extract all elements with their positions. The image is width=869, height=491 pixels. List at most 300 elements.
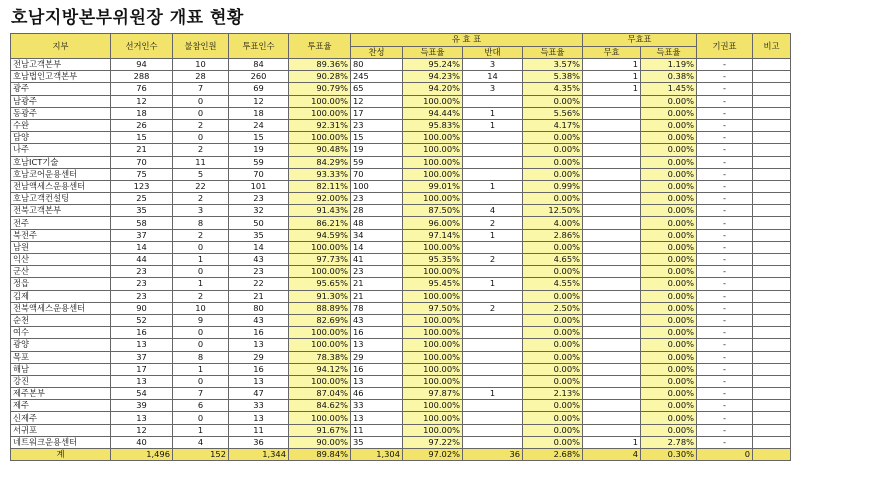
cell-voters: 44: [111, 254, 173, 266]
cell-absent: 0: [173, 241, 229, 253]
cell-oppose-rate: 2.68%: [523, 449, 583, 461]
cell-branch: 수완: [11, 119, 111, 131]
cell-approve-rate: 95.83%: [403, 119, 463, 131]
cell-note: [753, 71, 791, 83]
cell-approve-rate: 100.00%: [403, 375, 463, 387]
cell-oppose: 4: [463, 205, 523, 217]
cell-oppose-rate: 0.00%: [523, 144, 583, 156]
cell-votes: 15: [229, 132, 289, 144]
cell-turnout: 91.67%: [289, 424, 351, 436]
cell-branch: 제주: [11, 400, 111, 412]
cell-note: [753, 217, 791, 229]
cell-invalid: [583, 412, 641, 424]
cell-oppose: [463, 400, 523, 412]
cell-abstain: -: [697, 424, 753, 436]
cell-approve: 46: [351, 388, 403, 400]
cell-abstain: -: [697, 119, 753, 131]
cell-invalid-rate: 0.00%: [641, 95, 697, 107]
cell-approve-rate: 94.44%: [403, 107, 463, 119]
cell-voters: 23: [111, 290, 173, 302]
cell-oppose: [463, 375, 523, 387]
cell-approve: 1,304: [351, 449, 403, 461]
cell-voters: 35: [111, 205, 173, 217]
cell-approve-rate: 100.00%: [403, 144, 463, 156]
cell-oppose-rate: 0.00%: [523, 314, 583, 326]
header-invalid-group: 무효표: [583, 34, 697, 47]
cell-abstain: -: [697, 436, 753, 448]
cell-voters: 25: [111, 193, 173, 205]
cell-turnout: 90.48%: [289, 144, 351, 156]
table-row: [11, 278, 791, 290]
cell-approve: 59: [351, 156, 403, 168]
cell-approve: 21: [351, 290, 403, 302]
table-row: [11, 388, 791, 400]
cell-invalid-rate: 0.00%: [641, 266, 697, 278]
cell-approve-rate: 99.01%: [403, 180, 463, 192]
cell-approve-rate: 100.00%: [403, 424, 463, 436]
cell-invalid: [583, 266, 641, 278]
cell-absent: 3: [173, 205, 229, 217]
cell-invalid: [583, 119, 641, 131]
cell-oppose-rate: 0.00%: [523, 436, 583, 448]
cell-abstain: -: [697, 83, 753, 95]
cell-oppose-rate: 2.50%: [523, 302, 583, 314]
cell-absent: 0: [173, 107, 229, 119]
cell-branch: 익산: [11, 254, 111, 266]
cell-invalid-rate: 0.00%: [641, 229, 697, 241]
cell-votes: 84: [229, 59, 289, 71]
cell-abstain: -: [697, 95, 753, 107]
cell-branch: 광주: [11, 83, 111, 95]
cell-oppose-rate: 0.00%: [523, 424, 583, 436]
table-row: [11, 363, 791, 375]
cell-voters: 90: [111, 302, 173, 314]
cell-turnout: 82.69%: [289, 314, 351, 326]
cell-absent: 0: [173, 375, 229, 387]
cell-note: [753, 241, 791, 253]
cell-oppose: 1: [463, 229, 523, 241]
cell-branch: 목포: [11, 351, 111, 363]
table-row: [11, 436, 791, 448]
cell-abstain: -: [697, 180, 753, 192]
cell-invalid: [583, 193, 641, 205]
cell-voters: 21: [111, 144, 173, 156]
cell-turnout: 90.00%: [289, 436, 351, 448]
cell-votes: 16: [229, 363, 289, 375]
cell-oppose: 2: [463, 302, 523, 314]
cell-absent: 2: [173, 193, 229, 205]
cell-absent: 0: [173, 266, 229, 278]
table-row: [11, 156, 791, 168]
cell-abstain: -: [697, 339, 753, 351]
cell-turnout: 100.00%: [289, 375, 351, 387]
cell-votes: 260: [229, 71, 289, 83]
cell-oppose: 3: [463, 59, 523, 71]
cell-approve: 23: [351, 119, 403, 131]
vote-count-table: [10, 33, 791, 461]
cell-oppose: 1: [463, 180, 523, 192]
header-valid-group: 유 효 표: [351, 34, 583, 47]
cell-note: [753, 83, 791, 95]
cell-turnout: 95.65%: [289, 278, 351, 290]
table-row: [11, 302, 791, 314]
cell-oppose: [463, 156, 523, 168]
cell-approve-rate: 95.35%: [403, 254, 463, 266]
cell-note: [753, 107, 791, 119]
table-row: [11, 144, 791, 156]
cell-voters: 14: [111, 241, 173, 253]
cell-absent: 2: [173, 119, 229, 131]
header-abstain: 기권표: [697, 34, 753, 59]
cell-absent: 2: [173, 144, 229, 156]
table-row: [11, 400, 791, 412]
cell-invalid: 4: [583, 449, 641, 461]
cell-note: [753, 132, 791, 144]
cell-branch: 계: [11, 449, 111, 461]
header-invalid-rate: 득표율: [641, 46, 697, 59]
cell-invalid-rate: 0.00%: [641, 302, 697, 314]
cell-approve-rate: 100.00%: [403, 363, 463, 375]
table-row: [11, 205, 791, 217]
header-approve: 찬성: [351, 46, 403, 59]
cell-approve-rate: 100.00%: [403, 241, 463, 253]
cell-oppose-rate: 0.00%: [523, 351, 583, 363]
cell-approve-rate: 100.00%: [403, 168, 463, 180]
cell-approve-rate: 100.00%: [403, 400, 463, 412]
cell-turnout: 100.00%: [289, 107, 351, 119]
cell-votes: 18: [229, 107, 289, 119]
cell-voters: 58: [111, 217, 173, 229]
cell-oppose: 1: [463, 107, 523, 119]
table-row: [11, 375, 791, 387]
page-title: 호남지방본부위원장 개표 현황: [11, 8, 244, 28]
table-row: [11, 327, 791, 339]
cell-invalid: 1: [583, 71, 641, 83]
cell-approve-rate: 97.14%: [403, 229, 463, 241]
cell-invalid-rate: 0.00%: [641, 144, 697, 156]
cell-invalid: [583, 363, 641, 375]
cell-oppose-rate: 0.00%: [523, 363, 583, 375]
table-row: [11, 412, 791, 424]
cell-invalid-rate: 0.00%: [641, 180, 697, 192]
cell-voters: 40: [111, 436, 173, 448]
cell-oppose-rate: 0.00%: [523, 290, 583, 302]
cell-abstain: -: [697, 314, 753, 326]
cell-votes: 43: [229, 314, 289, 326]
cell-votes: 1,344: [229, 449, 289, 461]
cell-approve-rate: 97.22%: [403, 436, 463, 448]
cell-approve-rate: 95.45%: [403, 278, 463, 290]
cell-approve: 16: [351, 327, 403, 339]
cell-oppose-rate: 5.56%: [523, 107, 583, 119]
cell-absent: 5: [173, 168, 229, 180]
cell-oppose: [463, 314, 523, 326]
cell-invalid-rate: 0.30%: [641, 449, 697, 461]
cell-invalid-rate: 0.00%: [641, 217, 697, 229]
cell-voters: 123: [111, 180, 173, 192]
cell-oppose: [463, 363, 523, 375]
cell-absent: 2: [173, 290, 229, 302]
cell-approve: 16: [351, 363, 403, 375]
cell-oppose-rate: 4.35%: [523, 83, 583, 95]
cell-absent: 0: [173, 327, 229, 339]
cell-voters: 15: [111, 132, 173, 144]
cell-votes: 11: [229, 424, 289, 436]
cell-note: [753, 254, 791, 266]
cell-invalid-rate: 0.38%: [641, 71, 697, 83]
cell-turnout: 82.11%: [289, 180, 351, 192]
cell-votes: 12: [229, 95, 289, 107]
cell-approve: 21: [351, 278, 403, 290]
cell-invalid: [583, 241, 641, 253]
table-row: [11, 83, 791, 95]
cell-approve-rate: 97.50%: [403, 302, 463, 314]
cell-note: [753, 205, 791, 217]
cell-abstain: -: [697, 388, 753, 400]
cell-turnout: 91.43%: [289, 205, 351, 217]
cell-branch: 강진: [11, 375, 111, 387]
cell-invalid: [583, 339, 641, 351]
cell-invalid-rate: 1.45%: [641, 83, 697, 95]
cell-turnout: 100.00%: [289, 241, 351, 253]
cell-abstain: -: [697, 156, 753, 168]
cell-approve: 65: [351, 83, 403, 95]
cell-invalid-rate: 0.00%: [641, 278, 697, 290]
table-row: [11, 168, 791, 180]
cell-abstain: -: [697, 266, 753, 278]
cell-invalid-rate: 0.00%: [641, 351, 697, 363]
cell-absent: 0: [173, 412, 229, 424]
cell-invalid: [583, 424, 641, 436]
cell-abstain: -: [697, 290, 753, 302]
cell-abstain: -: [697, 254, 753, 266]
cell-oppose: [463, 424, 523, 436]
cell-absent: 11: [173, 156, 229, 168]
cell-branch: 순천: [11, 314, 111, 326]
cell-approve: 43: [351, 314, 403, 326]
cell-invalid: 1: [583, 59, 641, 71]
cell-approve: 34: [351, 229, 403, 241]
cell-absent: 1: [173, 363, 229, 375]
cell-turnout: 92.00%: [289, 193, 351, 205]
table-row: [11, 314, 791, 326]
cell-oppose-rate: 4.00%: [523, 217, 583, 229]
cell-votes: 13: [229, 412, 289, 424]
cell-approve: 28: [351, 205, 403, 217]
cell-absent: 1: [173, 278, 229, 290]
cell-approve-rate: 100.00%: [403, 95, 463, 107]
cell-note: [753, 302, 791, 314]
cell-turnout: 93.33%: [289, 168, 351, 180]
total-row: [11, 449, 791, 461]
cell-invalid: 1: [583, 83, 641, 95]
cell-branch: 북전주: [11, 229, 111, 241]
cell-approve-rate: 100.00%: [403, 266, 463, 278]
cell-invalid: [583, 132, 641, 144]
table-body: [11, 59, 791, 461]
cell-invalid-rate: 0.00%: [641, 205, 697, 217]
cell-note: [753, 449, 791, 461]
cell-invalid: [583, 327, 641, 339]
cell-oppose-rate: 0.00%: [523, 412, 583, 424]
cell-votes: 36: [229, 436, 289, 448]
cell-oppose: [463, 412, 523, 424]
cell-oppose: [463, 168, 523, 180]
cell-oppose: 36: [463, 449, 523, 461]
cell-oppose: [463, 241, 523, 253]
header-voters: 선거인수: [111, 34, 173, 59]
cell-voters: 13: [111, 375, 173, 387]
cell-approve: 12: [351, 95, 403, 107]
header-absent: 불참인원: [173, 34, 229, 59]
cell-abstain: -: [697, 375, 753, 387]
cell-oppose-rate: 3.57%: [523, 59, 583, 71]
cell-voters: 76: [111, 83, 173, 95]
cell-approve: 11: [351, 424, 403, 436]
cell-votes: 21: [229, 290, 289, 302]
cell-branch: 호남ICT기술: [11, 156, 111, 168]
cell-approve: 17: [351, 107, 403, 119]
cell-turnout: 90.28%: [289, 71, 351, 83]
cell-oppose-rate: 0.00%: [523, 375, 583, 387]
cell-invalid: [583, 278, 641, 290]
cell-abstain: -: [697, 229, 753, 241]
cell-oppose-rate: 0.00%: [523, 327, 583, 339]
cell-abstain: -: [697, 132, 753, 144]
cell-note: [753, 229, 791, 241]
cell-note: [753, 278, 791, 290]
cell-branch: 나주: [11, 144, 111, 156]
cell-note: [753, 156, 791, 168]
cell-invalid-rate: 0.00%: [641, 327, 697, 339]
cell-branch: 동광주: [11, 107, 111, 119]
table-row: [11, 339, 791, 351]
cell-abstain: -: [697, 302, 753, 314]
cell-invalid-rate: 0.00%: [641, 400, 697, 412]
cell-votes: 23: [229, 266, 289, 278]
cell-oppose: 14: [463, 71, 523, 83]
cell-votes: 13: [229, 339, 289, 351]
cell-approve-rate: 100.00%: [403, 314, 463, 326]
cell-absent: 4: [173, 436, 229, 448]
cell-abstain: -: [697, 400, 753, 412]
cell-oppose: [463, 144, 523, 156]
cell-votes: 23: [229, 193, 289, 205]
cell-votes: 101: [229, 180, 289, 192]
cell-branch: 호남코어운용센터: [11, 168, 111, 180]
cell-approve: 23: [351, 193, 403, 205]
table-row: [11, 132, 791, 144]
cell-approve: 33: [351, 400, 403, 412]
cell-oppose: [463, 339, 523, 351]
cell-voters: 37: [111, 351, 173, 363]
cell-approve-rate: 100.00%: [403, 290, 463, 302]
cell-invalid-rate: 0.00%: [641, 412, 697, 424]
cell-voters: 23: [111, 278, 173, 290]
cell-branch: 호남법인고객본부: [11, 71, 111, 83]
table-row: [11, 254, 791, 266]
cell-invalid: [583, 180, 641, 192]
cell-voters: 288: [111, 71, 173, 83]
table-row: [11, 241, 791, 253]
cell-note: [753, 375, 791, 387]
cell-note: [753, 327, 791, 339]
cell-approve-rate: 97.87%: [403, 388, 463, 400]
cell-turnout: 100.00%: [289, 339, 351, 351]
cell-invalid-rate: 0.00%: [641, 168, 697, 180]
cell-voters: 12: [111, 95, 173, 107]
table-row: [11, 424, 791, 436]
cell-approve: 15: [351, 132, 403, 144]
cell-invalid-rate: 0.00%: [641, 107, 697, 119]
cell-approve: 19: [351, 144, 403, 156]
cell-approve: 245: [351, 71, 403, 83]
cell-approve: 100: [351, 180, 403, 192]
cell-approve: 13: [351, 375, 403, 387]
cell-abstain: -: [697, 363, 753, 375]
cell-invalid-rate: 2.78%: [641, 436, 697, 448]
cell-oppose-rate: 0.99%: [523, 180, 583, 192]
cell-voters: 13: [111, 339, 173, 351]
cell-branch: 제주본부: [11, 388, 111, 400]
cell-turnout: 88.89%: [289, 302, 351, 314]
cell-note: [753, 436, 791, 448]
cell-abstain: -: [697, 205, 753, 217]
cell-approve: 13: [351, 412, 403, 424]
cell-approve-rate: 100.00%: [403, 412, 463, 424]
header-note: 비고: [753, 34, 791, 59]
cell-approve: 13: [351, 339, 403, 351]
cell-branch: 전북고객본부: [11, 205, 111, 217]
cell-absent: 6: [173, 400, 229, 412]
cell-oppose: [463, 436, 523, 448]
cell-note: [753, 168, 791, 180]
header-votes: 투표인수: [229, 34, 289, 59]
cell-invalid: [583, 156, 641, 168]
cell-approve-rate: 100.00%: [403, 193, 463, 205]
cell-branch: 남광주: [11, 95, 111, 107]
cell-abstain: -: [697, 217, 753, 229]
table-row: [11, 180, 791, 192]
cell-approve-rate: 97.02%: [403, 449, 463, 461]
cell-invalid-rate: 0.00%: [641, 363, 697, 375]
cell-branch: 전남고객본부: [11, 59, 111, 71]
cell-oppose-rate: 0.00%: [523, 156, 583, 168]
cell-branch: 김제: [11, 290, 111, 302]
cell-invalid-rate: 0.00%: [641, 132, 697, 144]
cell-absent: 9: [173, 314, 229, 326]
cell-approve: 23: [351, 266, 403, 278]
cell-invalid-rate: 0.00%: [641, 339, 697, 351]
cell-approve: 35: [351, 436, 403, 448]
cell-branch: 남원: [11, 241, 111, 253]
cell-oppose-rate: 0.00%: [523, 400, 583, 412]
cell-branch: 전주: [11, 217, 111, 229]
cell-note: [753, 59, 791, 71]
cell-branch: 해남: [11, 363, 111, 375]
cell-turnout: 94.12%: [289, 363, 351, 375]
cell-votes: 14: [229, 241, 289, 253]
cell-votes: 19: [229, 144, 289, 156]
cell-absent: 0: [173, 95, 229, 107]
cell-invalid-rate: 0.00%: [641, 254, 697, 266]
cell-oppose-rate: 0.00%: [523, 95, 583, 107]
cell-oppose: 3: [463, 83, 523, 95]
cell-approve-rate: 94.20%: [403, 83, 463, 95]
cell-absent: 2: [173, 229, 229, 241]
cell-abstain: -: [697, 278, 753, 290]
cell-voters: 94: [111, 59, 173, 71]
